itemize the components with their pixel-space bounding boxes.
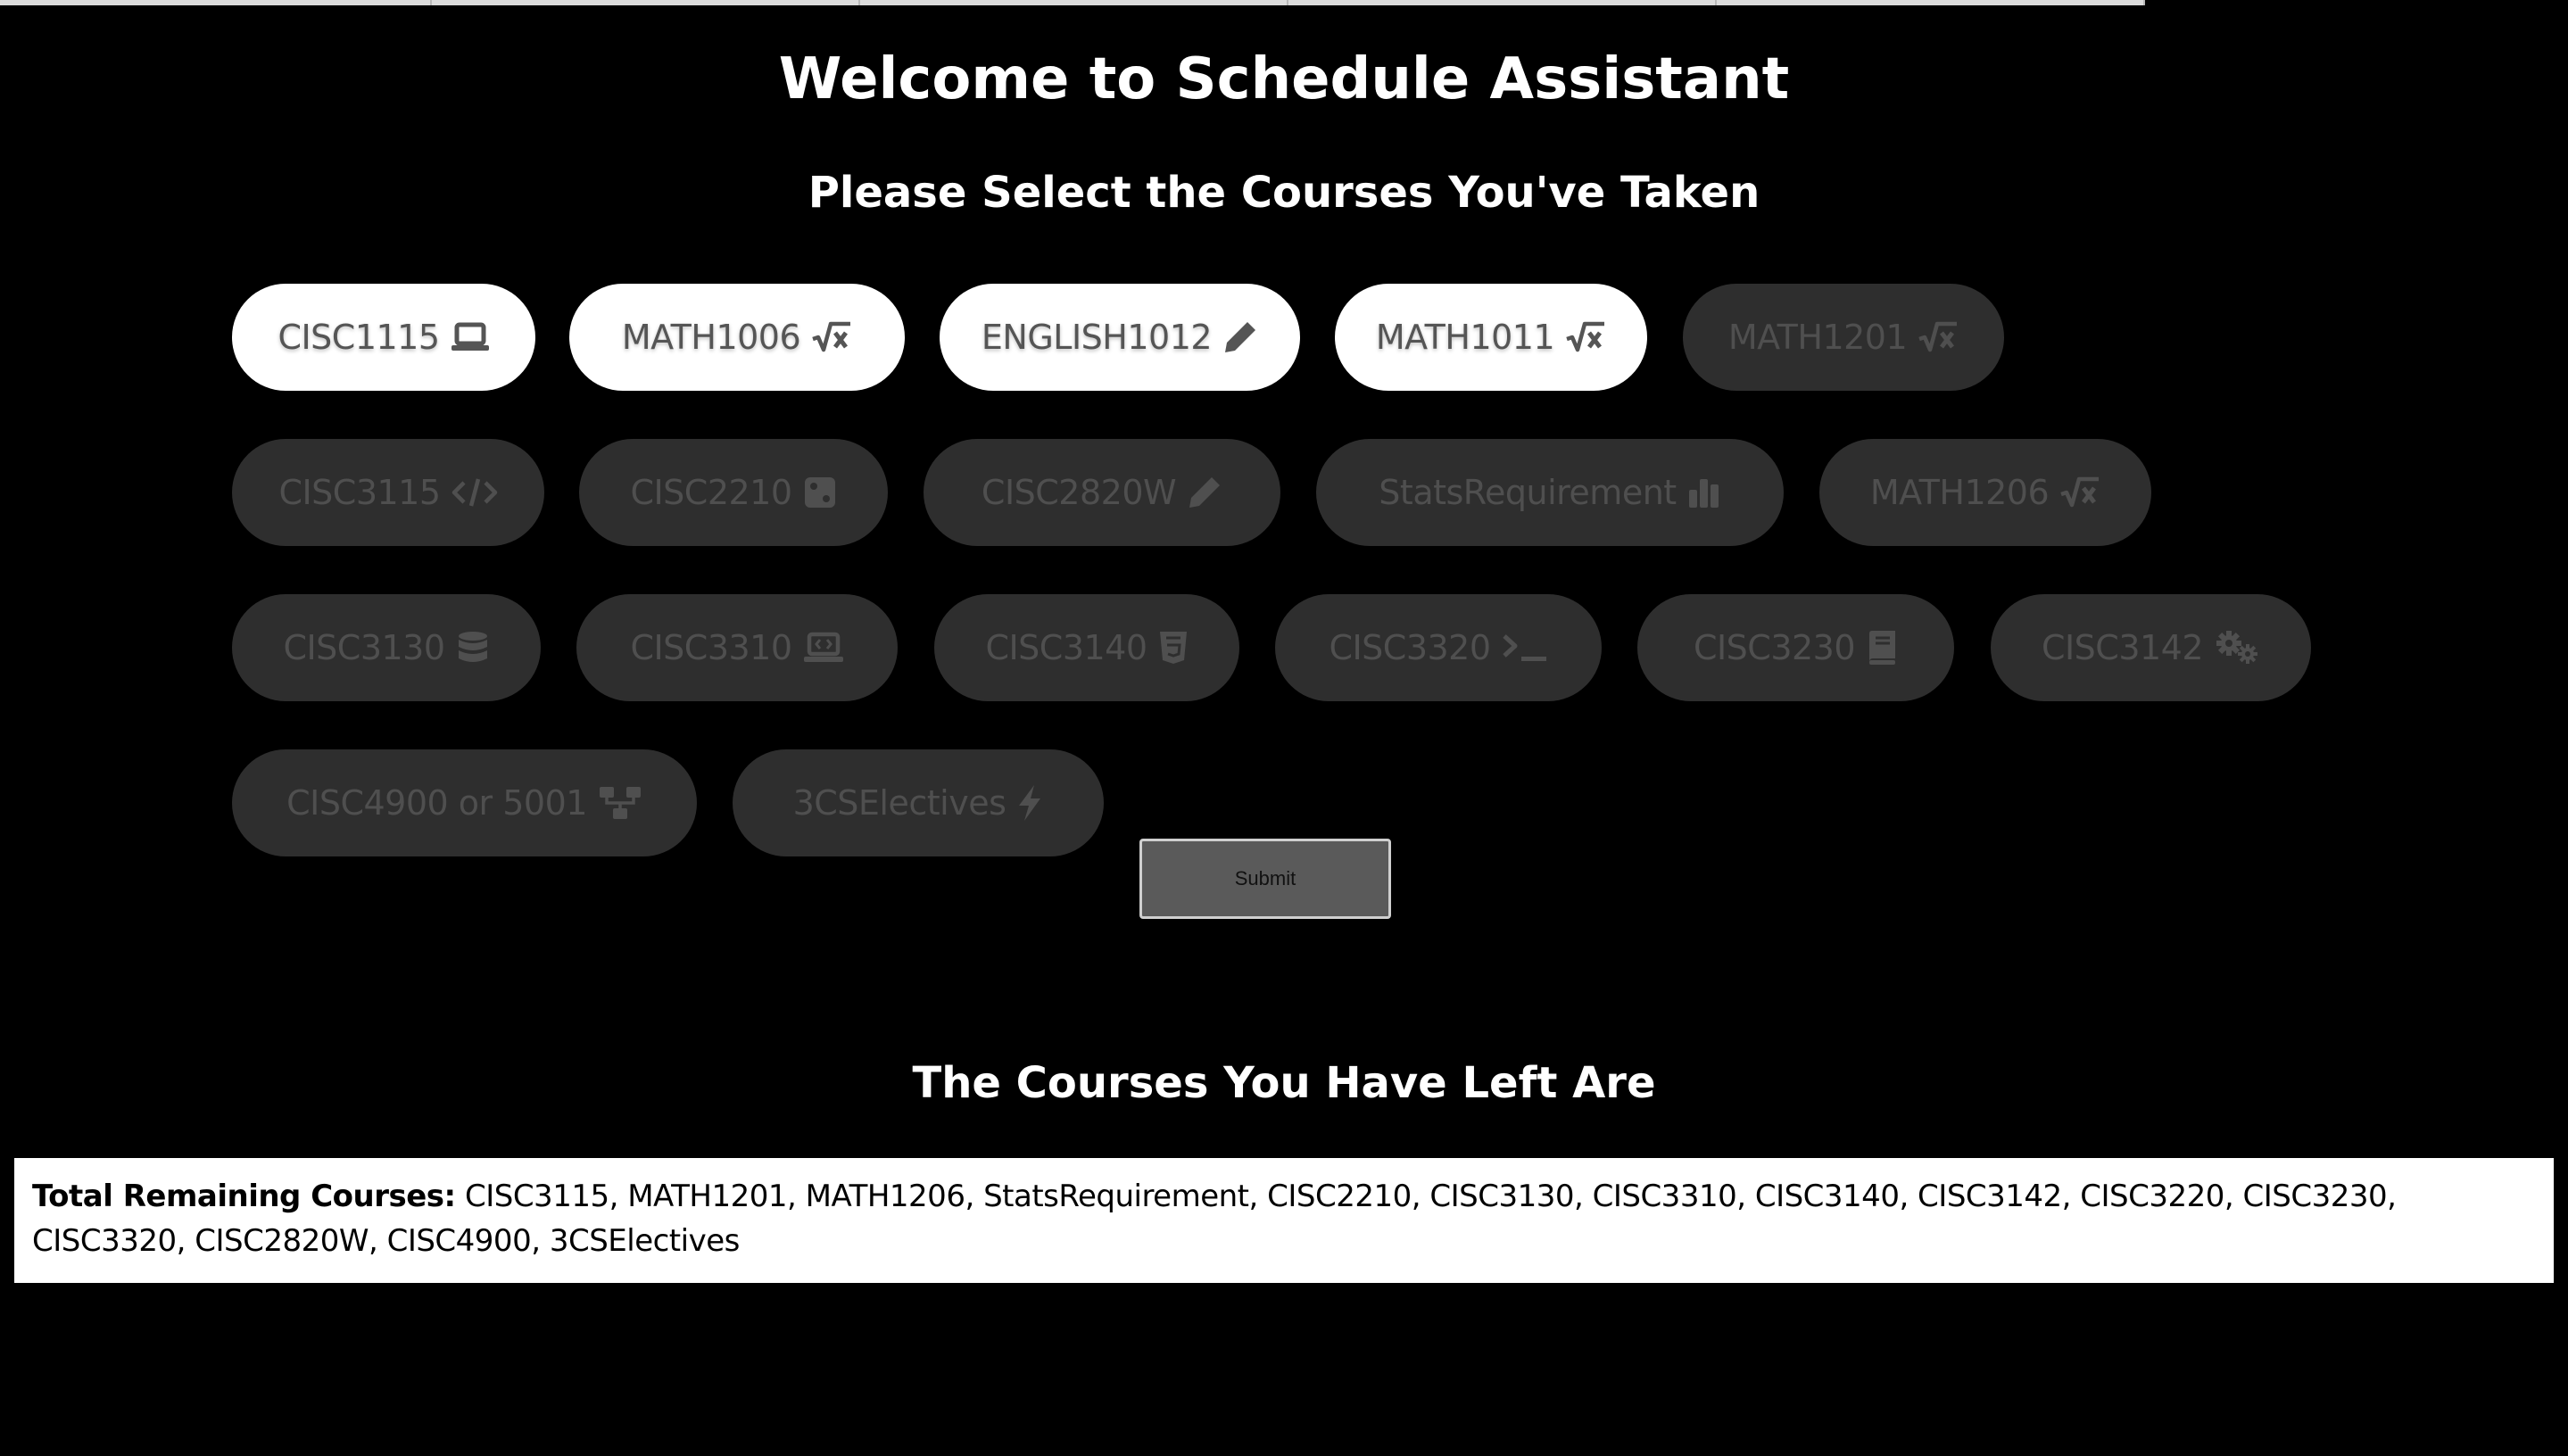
remaining-courses-heading: The Courses You Have Left Are <box>912 1058 1656 1108</box>
course-label: MATH1011 <box>1375 318 1555 357</box>
course-button-cisc1115[interactable] <box>232 284 535 391</box>
course-button-cisc3115[interactable] <box>232 439 544 546</box>
course-button-english1012[interactable] <box>940 284 1300 391</box>
course-button-math1201[interactable] <box>1683 284 2004 391</box>
course-label: MATH1006 <box>621 318 801 357</box>
course-label: CISC3142 <box>2041 628 2204 667</box>
remaining-courses-label: Total Remaining Courses: <box>32 1179 456 1214</box>
course-button-cisc3130[interactable] <box>232 594 541 701</box>
pencil-icon <box>1187 475 1222 510</box>
course-button-cisc3140[interactable] <box>934 594 1239 701</box>
course-button-3cselectives[interactable] <box>733 749 1104 856</box>
course-label: CISC3115 <box>278 473 441 512</box>
course-label: CISC3230 <box>1693 628 1856 667</box>
course-button-cisc2210[interactable] <box>579 439 888 546</box>
course-label: CISC4900 or 5001 <box>286 783 587 823</box>
course-label: MATH1201 <box>1727 318 1908 357</box>
laptop-code-icon <box>803 632 844 664</box>
database-icon <box>456 630 490 666</box>
pencil-icon <box>1222 319 1258 355</box>
course-button-math1006[interactable] <box>569 284 905 391</box>
submit-button[interactable]: Submit <box>1139 839 1391 919</box>
course-label: CISC2820W <box>981 473 1177 512</box>
course-label: CISC3320 <box>1329 628 1491 667</box>
course-button-cisc2820w[interactable] <box>924 439 1280 546</box>
course-button-statsrequirement[interactable] <box>1316 439 1784 546</box>
course-label: CISC2210 <box>630 473 792 512</box>
bar-chart-icon <box>1687 476 1721 509</box>
course-button-math1011[interactable] <box>1335 284 1647 391</box>
course-button-cisc4900-or-5001[interactable] <box>232 749 697 856</box>
bolt-icon <box>1016 784 1043 822</box>
course-label: MATH1206 <box>1869 473 2050 512</box>
gears-icon <box>2214 630 2260 666</box>
code-icon <box>451 476 498 509</box>
course-button-math1206[interactable] <box>1819 439 2151 546</box>
html5-icon <box>1158 630 1189 666</box>
course-label: CISC1115 <box>278 318 440 357</box>
course-label: CISC3130 <box>283 628 445 667</box>
course-button-cisc3142[interactable] <box>1991 594 2311 701</box>
course-label: ENGLISH1012 <box>981 318 1213 357</box>
square-root-icon <box>811 321 852 353</box>
course-button-cisc3230[interactable] <box>1637 594 1954 701</box>
course-label: CISC3140 <box>985 628 1147 667</box>
page-subtitle: Please Select the Courses You've Taken <box>808 168 1760 218</box>
dice-icon <box>803 476 837 509</box>
course-label: StatsRequirement <box>1379 473 1677 512</box>
course-button-cisc3320[interactable] <box>1275 594 1602 701</box>
book-icon <box>1866 630 1898 666</box>
laptop-icon <box>451 322 490 352</box>
square-root-icon <box>1918 321 1959 353</box>
remaining-courses-list: CISC3115, MATH1201, MATH1206, StatsRequirement, CISC2210, CISC3130, CISC3310, CISC3140, CISC3142, CISC3220, CISC3230, CISC3320, CISC2820W, CISC4900, 3CSElectives <box>32 1179 2397 1259</box>
square-root-icon <box>2059 476 2100 509</box>
sitemap-icon <box>598 785 642 821</box>
browser-top-edge <box>0 0 2568 5</box>
remaining-courses-box <box>14 1158 2554 1283</box>
course-label: 3CSElectives <box>792 783 1006 823</box>
terminal-icon <box>1502 632 1548 664</box>
page-title: Welcome to Schedule Assistant <box>778 46 1790 112</box>
course-button-cisc3310[interactable] <box>576 594 898 701</box>
square-root-icon <box>1565 321 1606 353</box>
course-label: CISC3310 <box>630 628 792 667</box>
